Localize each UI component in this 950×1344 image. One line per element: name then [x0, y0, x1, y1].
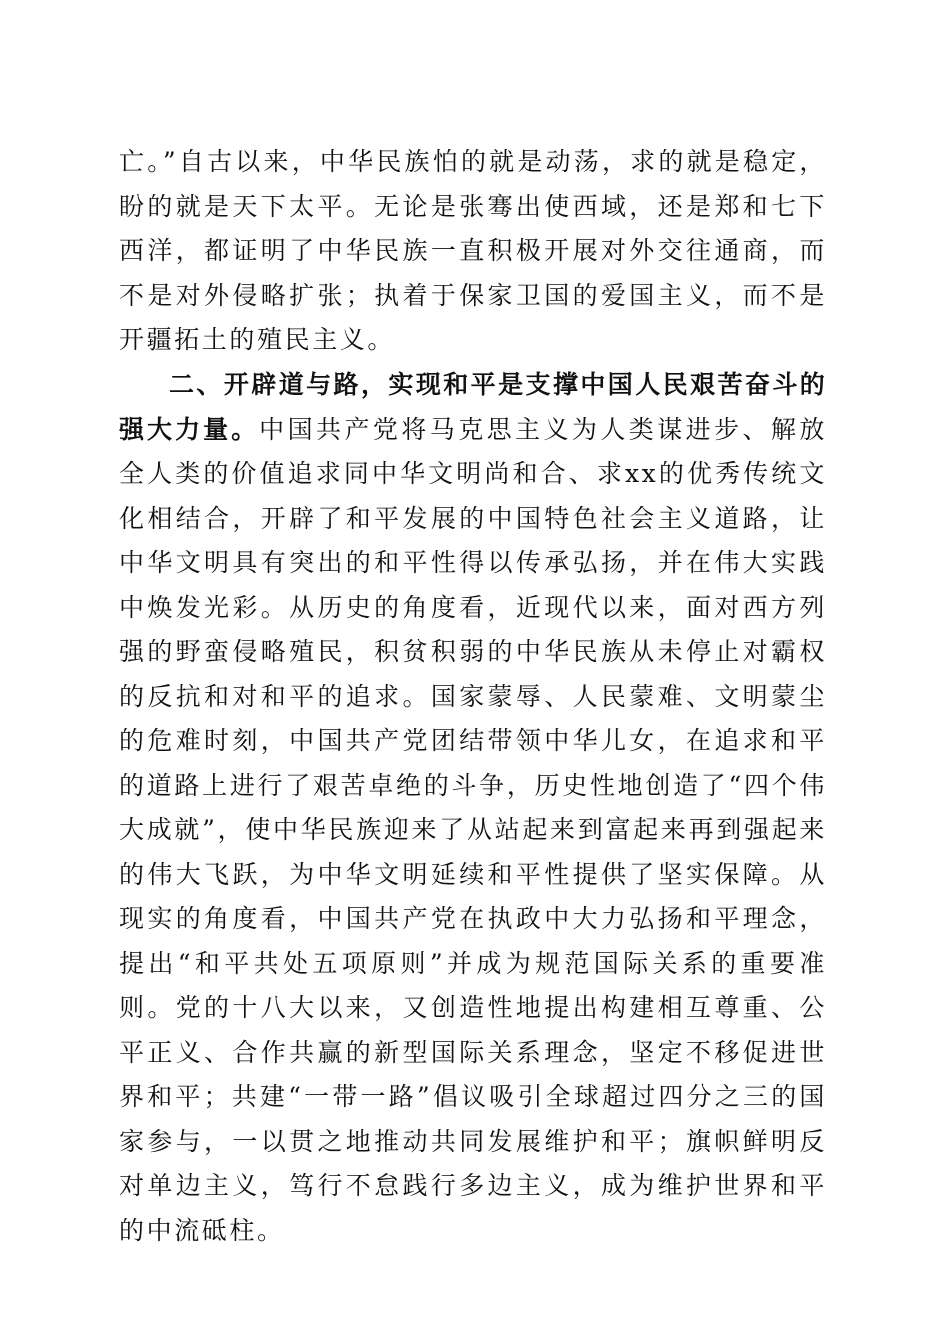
section-heading: 二、开辟道与路，实现和平是支撑中国人民艰苦奋斗的强大力量。	[119, 370, 827, 444]
paragraph-2-block	[119, 363, 827, 1253]
paragraph-1: 亡。”自古以来，中华民族怕的就是动荡，求的就是稳定，盼的就是天下太平。无论是张骞出使西域，还是郑和七下西洋，都证明了中华民族一直积极开展对外交往通商，而不是对外侵略扩张；执着于保家卫国的爱国主义，而不是开疆拓土的殖民主义。	[119, 147, 827, 354]
paragraph-2	[119, 363, 827, 1253]
paragraph-1-block	[119, 140, 827, 363]
paragraph-2-body: 中国共产党将马克思主义为人类谋进步、解放全人类的价值追求同中华文明尚和合、求xx的优秀传统文化相结合，开辟了和平发展的中国特色社会主义道路，让中华文明具有突出的和平性得以传承弘扬，并在伟大实践中焕发光彩。从历史的角度看，近现代以来，面对西方列强的野蛮侵略殖民，积贫积弱的中华民族从未停止对霸权的反抗和对和平的追求。国家蒙辱、人民蒙难、文明蒙尘的危难时刻，中国共产党团结带领中华儿女，在追求和平的道路上进行了艰苦卓绝的斗争，历史性地创造了“四个伟大成就”，使中华民族迎来了从站起来到富起来再到强起来的伟大飞跃，为中华文明延续和平性提供了坚实保障。从现实的角度看，中国共产党在执政中大力弘扬和平理念，提出“和平共处五项原则”并成为规范国际关系的重要准则。党的十八大以来，又创造性地提出构建相互尊重、公平正义、合作共赢的新型国际关系理念，坚定不移促进世界和平；共建“一带一路”倡议吸引全球超过四分之三的国家参与，一以贯之地推动共同发展维护和平；旗帜鲜明反对单边主义，笃行不怠践行多边主义，成为维护世界和平的中流砥柱。	[119, 414, 827, 1245]
